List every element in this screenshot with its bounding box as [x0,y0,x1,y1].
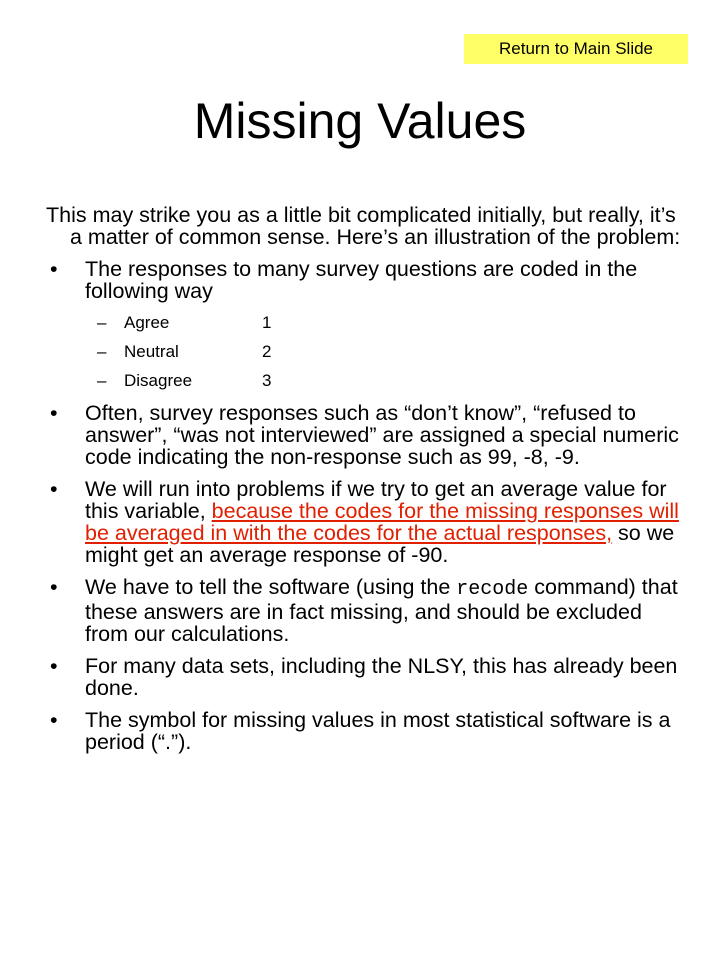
bullet-recode [46,576,686,645]
return-to-main-slide-button[interactable]: Return to Main Slide [464,34,688,64]
bullet-icon: • [50,708,58,732]
bullet-period-symbol [46,709,686,753]
bullet-text: The responses to many survey questions are coded in the following way [85,257,638,303]
highlighted-text: because the codes for the missing responses will be averaged in with the codes for the actual responses, [85,499,679,545]
bullet-text: Often, survey responses such as “don’t know”, “refused to answer”, “was not interviewed” are assigned a special numeric code indicating the non-response such as 99, -8, -9. [85,401,679,469]
bullet-icon: • [50,257,58,281]
dash-icon: – [97,313,107,332]
slide-body [46,204,686,763]
code-value: 3 [262,371,272,390]
bullet-text [85,575,678,646]
bullet-nlsy [46,655,686,699]
bullet-text [85,477,679,567]
bullet-text-before: We have to tell the software (using the [85,575,457,599]
bullet-icon: • [50,477,58,501]
bullet-text: The symbol for missing values in most statistical software is a period (“.”). [85,708,671,754]
bullet-text: For many data sets, including the NLSY, this has already been done. [85,654,678,700]
bullet-text-after: command) that these answers are in fact missing, and should be excluded from our calculations. [85,575,678,646]
slide-title: Missing Values [193,93,527,149]
dash-icon: – [97,371,107,390]
bullet-icon: • [50,575,58,599]
bullet-icon: • [50,401,58,425]
code-item-disagree [46,370,686,392]
code-keyword: recode [456,578,529,601]
code-value: 1 [262,313,272,332]
bullet-coding [46,258,686,302]
code-label: Neutral [124,342,179,361]
code-value: 2 [262,342,272,361]
code-label: Agree [124,313,170,332]
bullet-text-after: so we might get an average response of -90. [85,521,675,567]
code-item-agree [46,312,686,334]
bullet-average-problem [46,478,686,566]
dash-icon: – [97,342,107,361]
code-item-neutral [46,341,686,363]
code-label: Disagree [124,371,193,390]
bullet-nonresponse [46,402,686,468]
bullet-icon: • [50,654,58,678]
bullet-text-before: We will run into problems if we try to get an average value for this variable, [85,477,667,523]
intro-paragraph: This may strike you as a little bit complicated initially, but really, it’s a matter of common sense. Here’s an illustration of the problem: [46,203,681,249]
